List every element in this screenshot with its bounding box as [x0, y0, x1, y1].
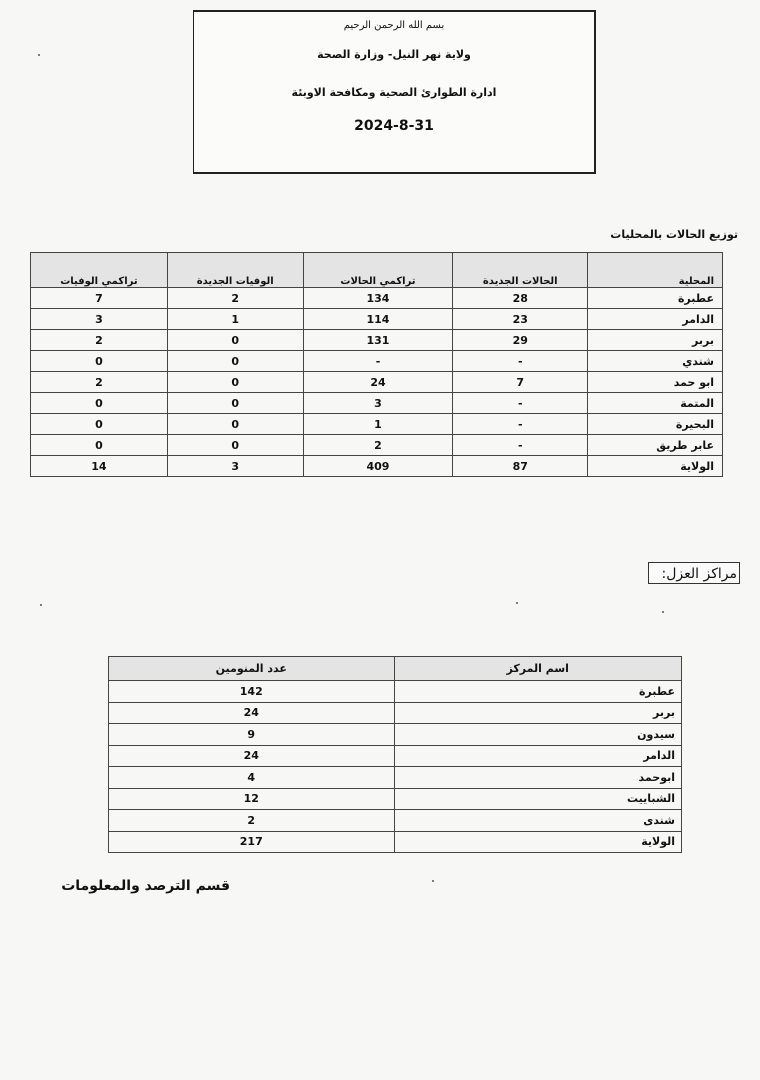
table-row: [31, 288, 723, 309]
cell-new-cases: -: [453, 393, 588, 414]
col-locality: المحلية: [588, 253, 723, 288]
cell-cumulative-cases: 409: [303, 456, 453, 477]
cell-inpatients: 24: [109, 745, 395, 767]
cases-table-title: توزيع الحالات بالمحليات: [610, 228, 738, 241]
cell-cumulative-deaths: 2: [31, 372, 168, 393]
cell-cumulative-deaths: 0: [31, 435, 168, 456]
cell-center-name: سيدون: [394, 724, 682, 746]
cell-locality: الولاية: [588, 456, 723, 477]
cell-cumulative-cases: 114: [303, 309, 453, 330]
department-signature: قسم الترصد والمعلومات: [61, 878, 230, 894]
cell-cumulative-cases: 1: [303, 414, 453, 435]
cell-locality: ابو حمد: [588, 372, 723, 393]
cell-inpatients: 217: [109, 831, 395, 853]
cases-table-header: [31, 253, 723, 288]
table-row: [31, 330, 723, 351]
cell-cumulative-cases: 3: [303, 393, 453, 414]
cell-new-cases: 87: [453, 456, 588, 477]
cell-cumulative-deaths: 7: [31, 288, 168, 309]
cell-inpatients: 12: [109, 788, 395, 810]
cell-locality: بربر: [588, 330, 723, 351]
table-row: [109, 724, 682, 746]
cell-cumulative-deaths: 0: [31, 393, 168, 414]
cell-inpatients: 24: [109, 702, 395, 724]
cell-new-cases: 7: [453, 372, 588, 393]
scan-speck: [516, 602, 518, 604]
table-row: [109, 788, 682, 810]
col-cumulative-cases: تراكمي الحالات: [303, 253, 453, 288]
table-row: [31, 393, 723, 414]
table-row: [109, 810, 682, 832]
cases-table: [30, 252, 723, 477]
col-cumulative-deaths: تراكمي الوفيات: [31, 253, 168, 288]
cell-new-cases: 29: [453, 330, 588, 351]
table-row: [109, 831, 682, 853]
cell-cumulative-deaths: 14: [31, 456, 168, 477]
cell-locality: عطبرة: [588, 288, 723, 309]
scan-speck: [432, 880, 434, 882]
cell-center-name: شندى: [394, 810, 682, 832]
col-center-name: اسم المركز: [394, 657, 682, 681]
table-row: [31, 372, 723, 393]
table-row: [109, 767, 682, 789]
cell-center-name: الشباييت: [394, 788, 682, 810]
cell-cumulative-cases: 2: [303, 435, 453, 456]
cell-new-deaths: 0: [167, 330, 303, 351]
col-inpatients: عدد المنومين: [109, 657, 395, 681]
cell-center-name: عطبرة: [394, 681, 682, 703]
administration-name: ادارة الطوارئ الصحية ومكافحة الاوبئة: [291, 86, 497, 99]
table-row: [109, 745, 682, 767]
col-new-cases: الحالات الجديدة: [453, 253, 588, 288]
cell-cumulative-deaths: 2: [31, 330, 168, 351]
cell-new-deaths: 0: [167, 435, 303, 456]
cell-new-deaths: 2: [167, 288, 303, 309]
cell-center-name: الدامر: [394, 745, 682, 767]
cell-new-deaths: 0: [167, 393, 303, 414]
cell-locality: البحيرة: [588, 414, 723, 435]
report-date: 2024-8-31: [354, 118, 434, 134]
cell-cumulative-deaths: 3: [31, 309, 168, 330]
cell-cumulative-cases: 131: [303, 330, 453, 351]
cell-cumulative-cases: 24: [303, 372, 453, 393]
isolation-centers-title: مراكز العزل:: [648, 562, 740, 584]
table-row: [31, 414, 723, 435]
cell-locality: الدامر: [588, 309, 723, 330]
cell-new-deaths: 1: [167, 309, 303, 330]
table-row: [31, 309, 723, 330]
cell-cumulative-deaths: 0: [31, 414, 168, 435]
scan-speck: [662, 611, 664, 613]
isolation-table-header: [109, 657, 682, 681]
cell-new-deaths: 0: [167, 414, 303, 435]
cell-inpatients: 4: [109, 767, 395, 789]
table-row: [109, 702, 682, 724]
scan-speck: [40, 604, 42, 606]
cell-cumulative-cases: -: [303, 351, 453, 372]
cell-inpatients: 9: [109, 724, 395, 746]
cell-new-deaths: 0: [167, 372, 303, 393]
isolation-table: [108, 656, 682, 853]
cell-new-deaths: 0: [167, 351, 303, 372]
table-row: [31, 456, 723, 477]
cell-locality: عابر طريق: [588, 435, 723, 456]
basmala: بسم الله الرحمن الرحيم: [343, 20, 445, 31]
letterhead-box: [193, 10, 596, 174]
cell-inpatients: 142: [109, 681, 395, 703]
cell-inpatients: 2: [109, 810, 395, 832]
scan-speck: [38, 54, 40, 56]
table-row: [31, 351, 723, 372]
cell-locality: المتمة: [588, 393, 723, 414]
cell-new-cases: -: [453, 351, 588, 372]
cell-new-deaths: 3: [167, 456, 303, 477]
cell-cumulative-cases: 134: [303, 288, 453, 309]
cell-center-name: الولاية: [394, 831, 682, 853]
cell-cumulative-deaths: 0: [31, 351, 168, 372]
table-row: [109, 681, 682, 703]
cell-new-cases: -: [453, 414, 588, 435]
col-new-deaths: الوفيات الجديدة: [167, 253, 303, 288]
cell-new-cases: 23: [453, 309, 588, 330]
cell-new-cases: 28: [453, 288, 588, 309]
cell-center-name: بربر: [394, 702, 682, 724]
cell-locality: شندي: [588, 351, 723, 372]
cell-center-name: ابوحمد: [394, 767, 682, 789]
state-ministry: ولاية نهر النيل- وزارة الصحة: [317, 48, 471, 61]
table-row: [31, 435, 723, 456]
cell-new-cases: -: [453, 435, 588, 456]
